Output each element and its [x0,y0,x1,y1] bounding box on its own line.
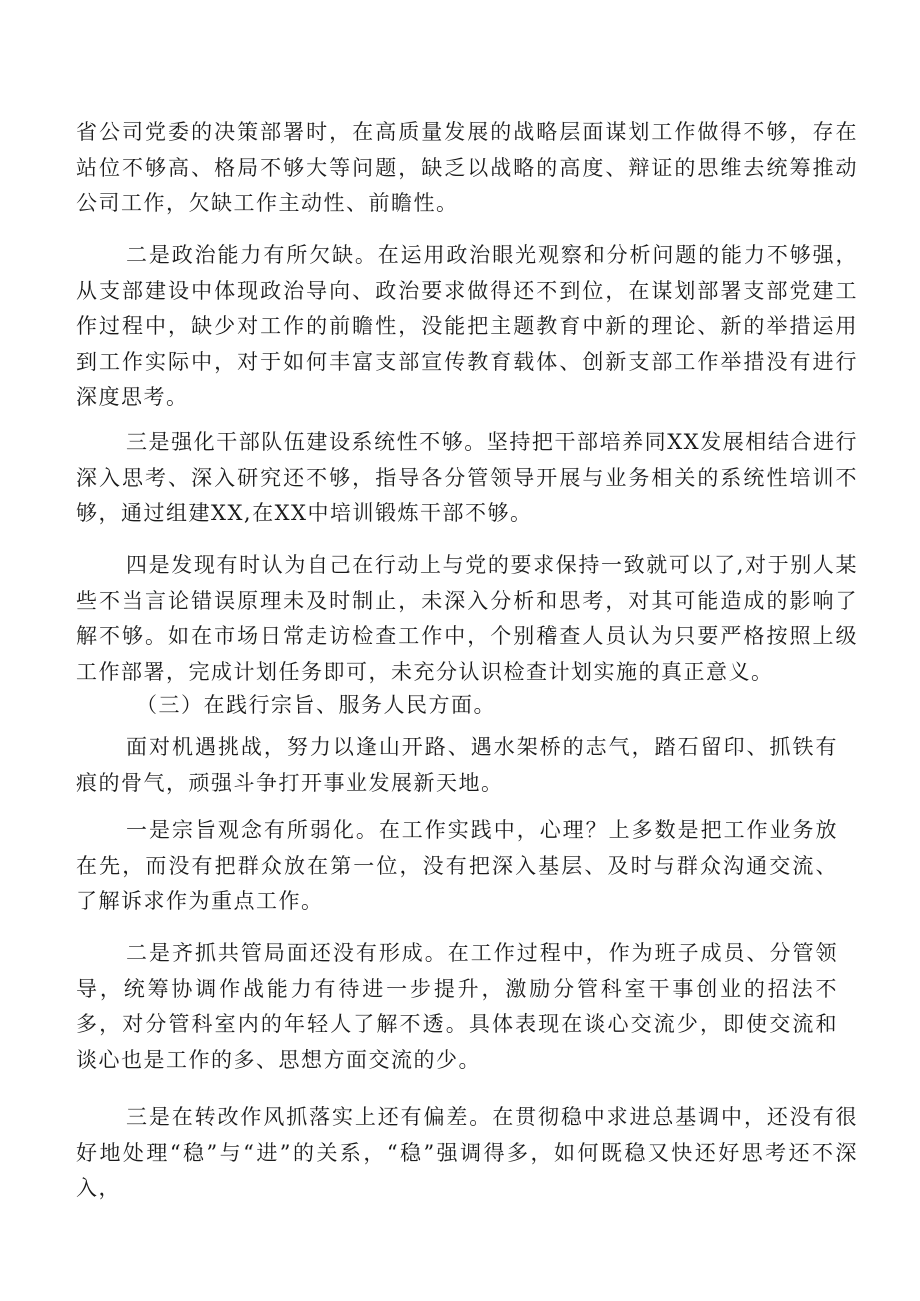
section-heading: （三）在践行宗旨、服务人民方面。 [136,693,496,717]
paragraph-3: 三是强化干部队伍建设系统性不够。坚持把干部培养同XX发展相结合进行深入思考、深入研究还不够，指导各分管领导开展与业务相关的系统性培训不够，通过组建XX,在XX中培训锻炼干部不够。 [76,430,858,525]
paragraph-8: 三是在转改作风抓落实上还有偏差。在贯彻稳中求进总基调中，还没有很好地处理“稳”与“进”的关系，“稳”强调得多，如何既稳又快还好思考还不深入， [76,1105,858,1200]
paragraph-7: 二是齐抓共管局面还没有形成。在工作过程中，作为班子成员、分管领导，统筹协调作战能力有待进一步提升，激励分管科室干事创业的招法不多，对分管科室内的年轻人了解不透。具体表现在谈心交流少，即使交流和谈心也是工作的多、思想方面交流的少。 [76,941,838,1072]
paragraph-6: 一是宗旨观念有所弱化。在工作实践中，心理？上多数是把工作业务放在先，而没有把群众放在第一位，没有把深入基层、及时与群众沟通交流、了解诉求作为重点工作。 [76,818,838,913]
paragraph-1: 省公司党委的决策部署时，在高质量发展的战略层面谋划工作做得不够，存在站位不够高、格局不够大等问题，缺乏以战略的高度、辩证的思维去统筹推动公司工作，欠缺工作主动性、前瞻性。 [76,120,858,215]
paragraph-2: 二是政治能力有所欠缺。在运用政治眼光观察和分析问题的能力不够强，从支部建设中体现政治导向、政治要求做得还不到位，在谋划部署支部党建工作过程中，缺少对工作的前瞻性，没能把主题教育中新的理论、新的举措运用到工作实际中，对于如何丰富支部宣传教育载体、创新支部工作举措没有进行深度思考。 [76,243,858,409]
paragraph-5: 面对机遇挑战，努力以逢山开路、遇水架桥的志气，踏石留印、抓铁有痕的骨气，顽强斗争打开事业发展新天地。 [76,735,838,795]
paragraph-4: 四是发现有时认为自己在行动上与党的要求保持一致就可以了,对于别人某些不当言论错误原理未及时制止，未深入分析和思考，对其可能造成的影响了解不够。如在市场日常走访检查工作中，个别稽查人员认为只要严格按照上级工作部署，完成计划任务即可，未充分认识检查计划实施的真正意义。 [76,553,858,684]
